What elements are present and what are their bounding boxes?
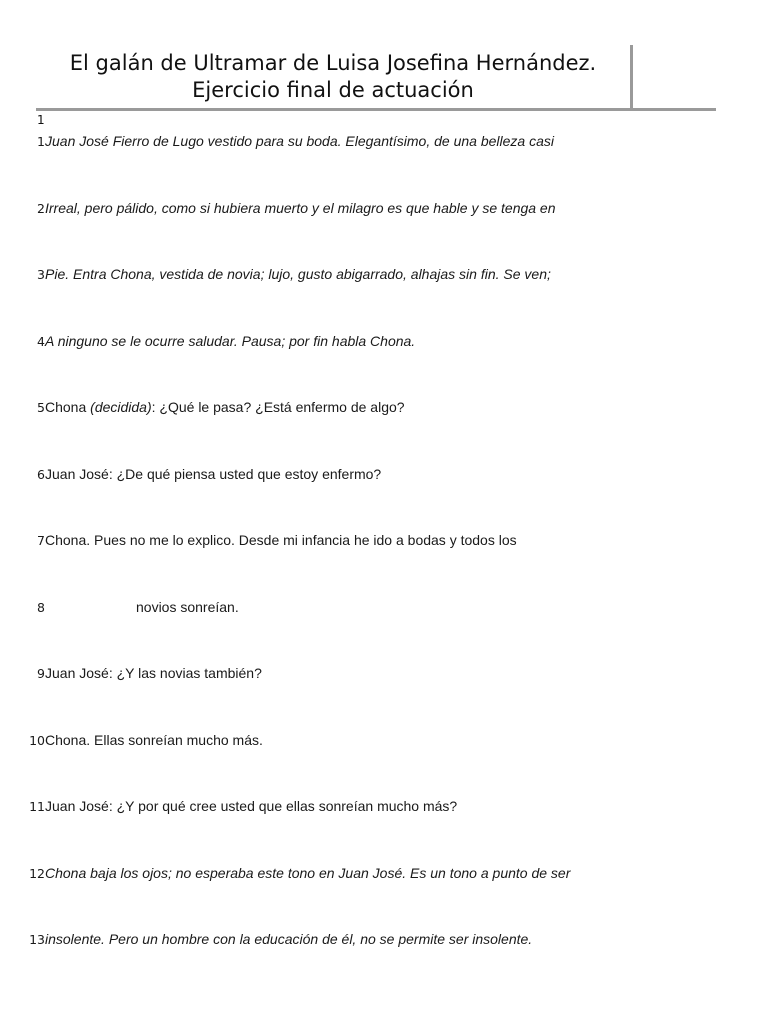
script-line	[0, 265, 768, 283]
script-line	[0, 465, 768, 483]
line-text: Juan José: ¿Y por qué cree usted que ellas sonreían mucho más?	[45, 798, 458, 814]
line-text: A ninguno se le ocurre saludar. Pausa; por fin habla Chona.	[45, 333, 416, 349]
line-number: 1	[37, 134, 45, 149]
line-number: 6	[37, 467, 45, 482]
line-speaker: Chona	[45, 399, 91, 415]
line-text: Irreal, pero pálido, como si hubiera muerto y el milagro es que hable y se tenga en	[45, 200, 556, 216]
line-number: 10	[29, 733, 45, 748]
page-number: 1	[37, 113, 45, 127]
line-text: Chona. Pues no me lo explico. Desde mi infancia he ido a bodas y todos los	[45, 532, 517, 548]
line-text: Juan José: ¿De qué piensa usted que estoy enfermo?	[45, 466, 382, 482]
script-line	[0, 398, 768, 416]
script-line	[0, 199, 768, 217]
title-line-1: El galán de Ultramar de Luisa Josefina Hernández.	[69, 51, 597, 75]
document-title	[36, 46, 630, 108]
script-line	[0, 132, 768, 150]
line-number: 9	[37, 666, 45, 681]
line-number: 2	[37, 201, 45, 216]
title-line-2: Ejercicio final de actuación	[192, 78, 474, 102]
script-line	[0, 731, 768, 749]
script-line	[0, 664, 768, 682]
script-line	[0, 864, 768, 882]
line-number: 3	[37, 267, 45, 282]
line-text: Juan José Fierro de Lugo vestido para su boda. Elegantísimo, de una belleza casi	[45, 133, 554, 149]
line-number: 13	[29, 932, 45, 947]
line-number: 4	[37, 334, 45, 349]
script-line	[0, 531, 768, 549]
line-text: Chona baja los ojos; no esperaba este tono en Juan José. Es un tono a punto de ser	[45, 865, 571, 881]
line-number: 8	[37, 600, 45, 615]
line-text: : ¿Qué le pasa? ¿Está enfermo de algo?	[151, 399, 405, 415]
script-line	[0, 930, 768, 948]
line-number: 12	[29, 866, 45, 881]
line-text: Chona. Ellas sonreían mucho más.	[45, 732, 263, 748]
header-vertical-rule	[630, 45, 633, 109]
script-line	[0, 332, 768, 350]
line-text: insolente. Pero un hombre con la educación de él, no se permite ser insolente.	[45, 931, 533, 947]
header-horizontal-rule	[36, 108, 716, 111]
line-number: 7	[37, 533, 45, 548]
script-line	[0, 797, 768, 815]
script-line	[0, 598, 768, 616]
line-number: 5	[37, 400, 45, 415]
line-text: Pie. Entra Chona, vestida de novia; lujo, gusto abigarrado, alhajas sin fin. Se ven;	[45, 266, 551, 282]
line-text: Juan José: ¿Y las novias también?	[45, 665, 262, 681]
line-number: 11	[29, 799, 45, 814]
line-text: novios sonreían.	[136, 599, 239, 615]
stage-direction: (decidida)	[90, 399, 152, 415]
